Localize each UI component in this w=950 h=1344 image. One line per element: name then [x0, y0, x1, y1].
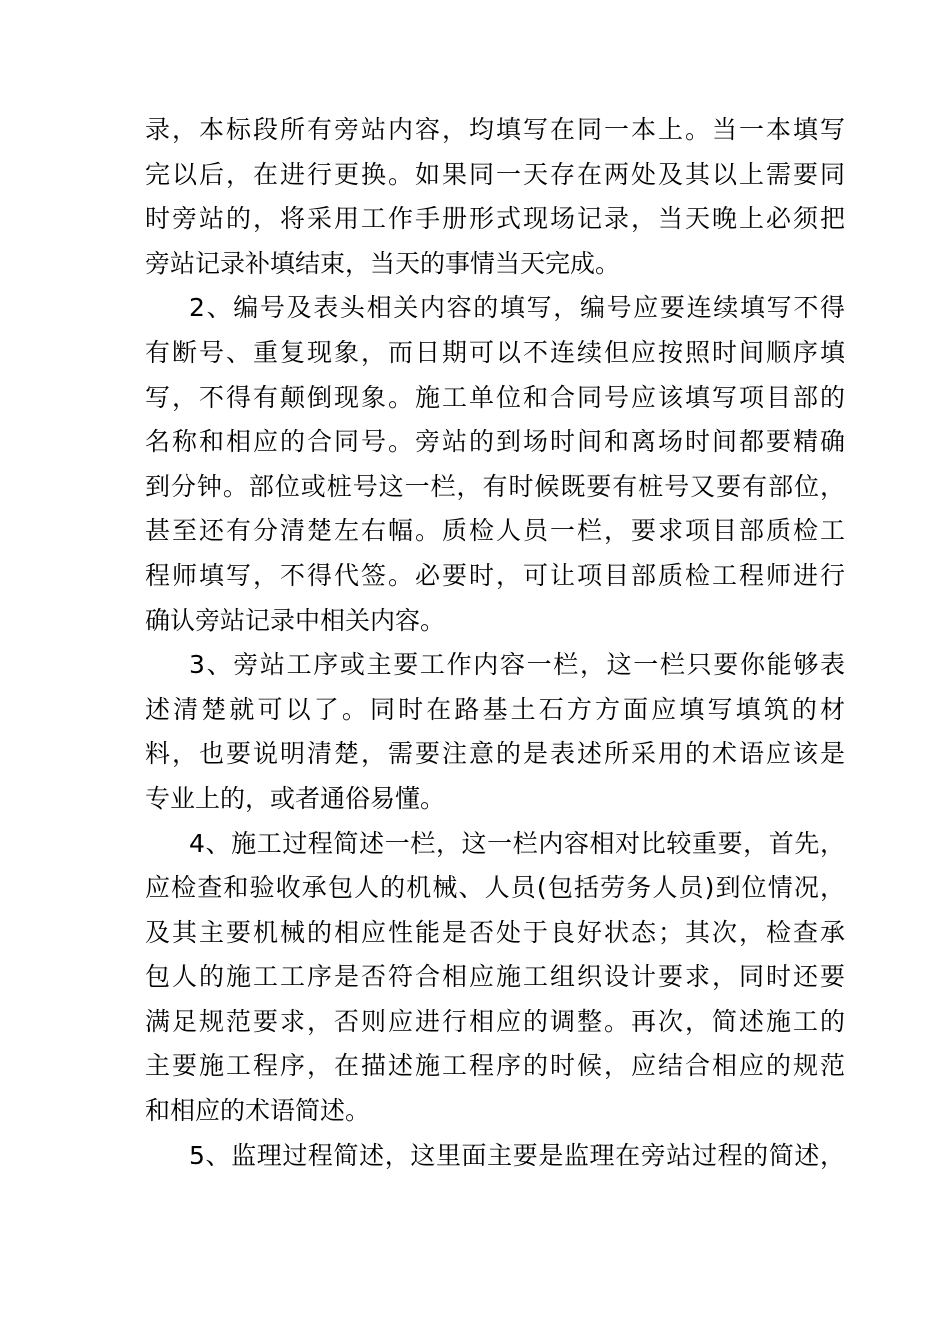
paragraph-continuation	[145, 108, 845, 286]
paragraph-2-numbering	[145, 286, 845, 643]
text-line: 述清楚就可以了。同时在路基土石方方面应填写填筑的材	[145, 694, 845, 724]
text-line: 确认旁站记录中相关内容。	[145, 605, 446, 635]
text-line: 料，也要说明清楚，需要注意的是表述所采用的术语应该是	[145, 739, 845, 769]
text-line: 旁站记录补填结束，当天的事情当天完成。	[145, 248, 621, 278]
text-line: 4、施工过程简述一栏，这一栏内容相对比较重要，首先，	[189, 828, 845, 858]
text-line: 5、监理过程简述，这里面主要是监理在旁站过程的简述，	[189, 1140, 845, 1170]
text-line: 有断号、重复现象，而日期可以不连续但应按照时间顺序填	[145, 337, 845, 367]
text-line: 甚至还有分清楚左右幅。质检人员一栏，要求项目部质检工	[145, 516, 845, 546]
body-text	[145, 108, 845, 1178]
text-line: 名称和相应的合同号。旁站的到场时间和离场时间都要精确	[145, 427, 845, 457]
text-line: 到分钟。部位或桩号这一栏，有时候既要有桩号又要有部位，	[145, 471, 845, 501]
text-line: 及其主要机械的相应性能是否处于良好状态；其次，检查承	[145, 917, 845, 947]
text-line: 主要施工程序，在描述施工程序的时候，应结合相应的规范	[145, 1051, 845, 1081]
text-line: 专业上的，或者通俗易懂。	[145, 783, 446, 813]
paragraph-4-construction-process	[145, 822, 845, 1134]
paragraph-3-procedure	[145, 643, 845, 821]
text-line: 应检查和验收承包人的机械、人员(包括劳务人员)到位情况，	[145, 873, 845, 903]
text-line: 完以后，在进行更换。如果同一天存在两处及其以上需要同	[145, 159, 845, 189]
text-line: 满足规范要求，否则应进行相应的调整。再次，简述施工的	[145, 1006, 845, 1036]
paragraph-5-supervision	[145, 1134, 845, 1179]
text-line: 时旁站的，将采用工作手册形式现场记录，当天晚上必须把	[145, 204, 845, 234]
text-line: 写，不得有颠倒现象。施工单位和合同号应该填写项目部的	[145, 382, 845, 412]
text-line: 2、编号及表头相关内容的填写，编号应要连续填写不得	[189, 293, 845, 323]
text-line: 程师填写，不得代签。必要时，可让项目部质检工程师进行	[145, 560, 845, 590]
text-line: 3、旁站工序或主要工作内容一栏，这一栏只要你能够表	[189, 650, 845, 680]
text-line: 录，本标段所有旁站内容，均填写在同一本上。当一本填写	[145, 115, 845, 144]
text-line: 和相应的术语简述。	[145, 1096, 371, 1126]
text-line: 包人的施工工序是否符合相应施工组织设计要求，同时还要	[145, 962, 845, 992]
